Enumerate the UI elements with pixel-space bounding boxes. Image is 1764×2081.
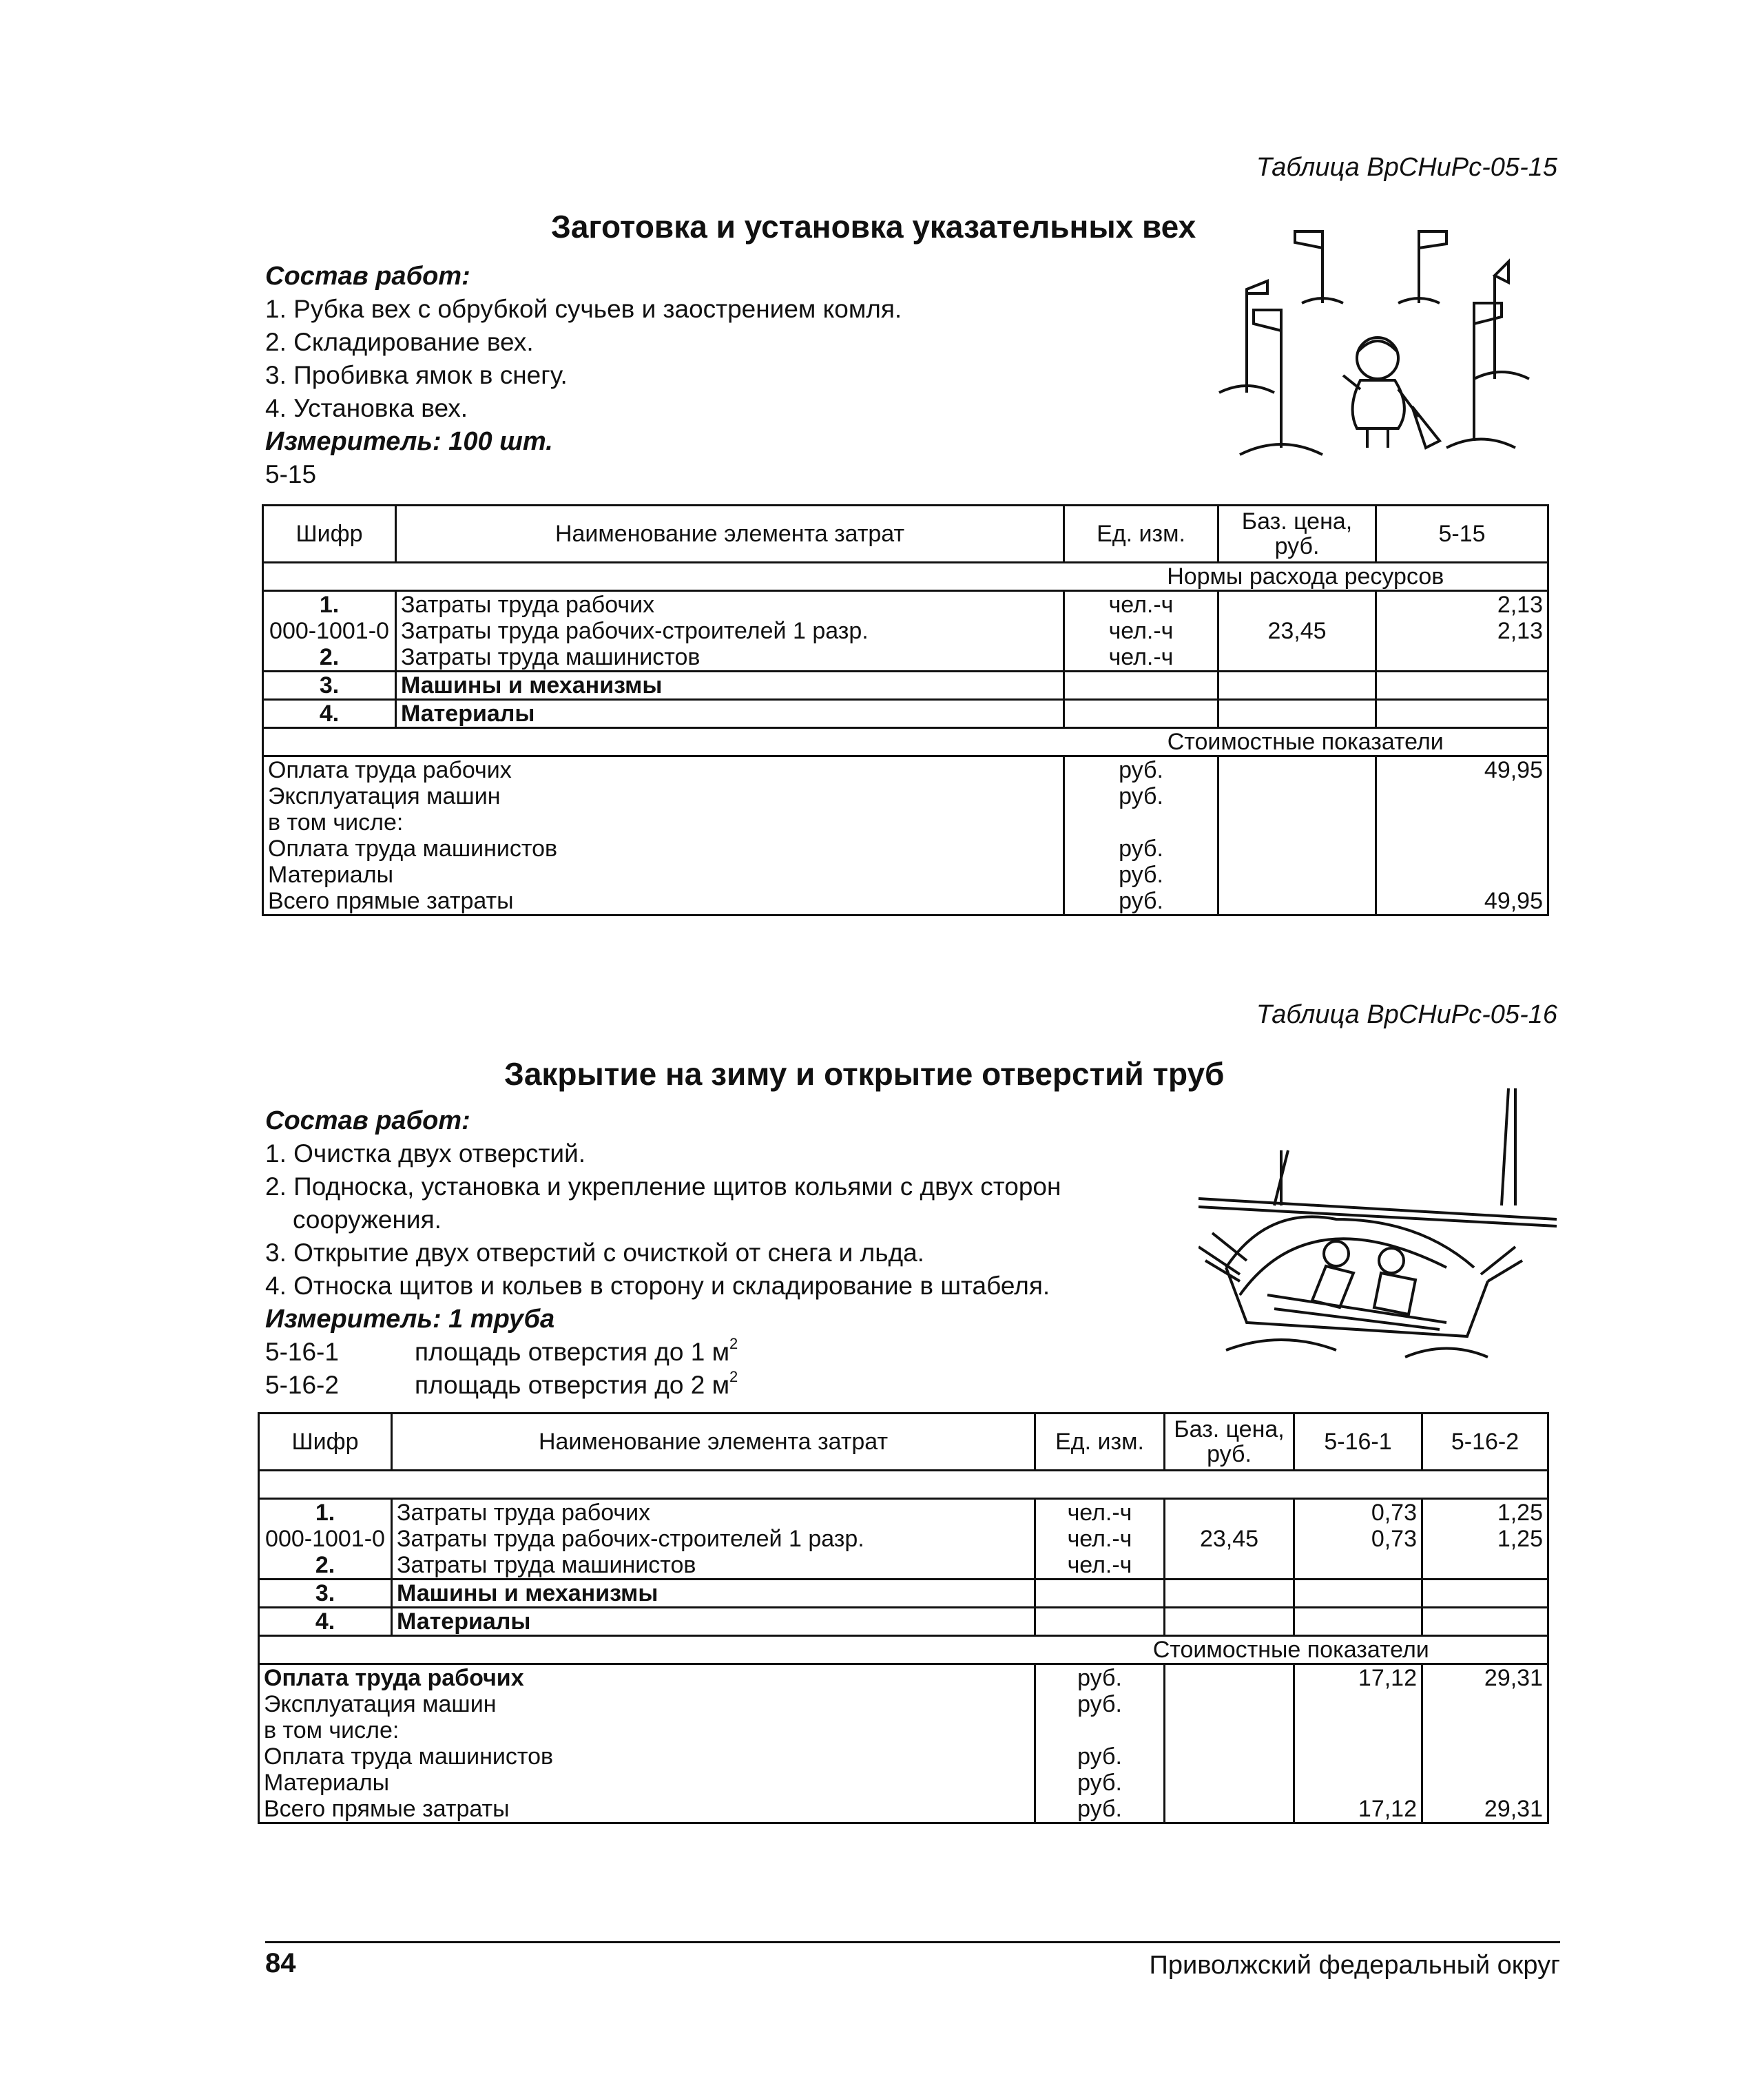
step-line: 1. Рубка вех с обрубкой сучьев и заострением комля. (265, 295, 902, 323)
table-row: Эксплуатация машин руб. (263, 783, 1548, 809)
page-number: 84 (265, 1948, 296, 1978)
header-cell: 5-15 (1376, 506, 1548, 563)
header-cell: Ед. изм. (1035, 1414, 1165, 1471)
table-row: Материалы руб. (259, 1770, 1548, 1796)
header-cell: Наименование элемента затрат (396, 506, 1064, 563)
table-row: 4. Материалы (263, 700, 1548, 728)
step-line: 4. Относка щитов и кольев в сторону и складирование в штабеля. (265, 1272, 1050, 1300)
cost-table-1 (262, 504, 1549, 916)
header-cell: 5-16-1 (1294, 1414, 1422, 1471)
table-row: 2. Затраты труда машинистов чел.-ч (263, 644, 1548, 672)
table-row: 000-1001-0 Затраты труда рабочих-строителей 1 разр. чел.-ч 23,45 0,73 1,25 (259, 1526, 1548, 1552)
code-line: 5-15 (265, 460, 317, 488)
table-row: Оплата труда рабочих руб. 17,12 29,31 (259, 1664, 1548, 1692)
table-row: Всего прямые затраты руб. 49,95 (263, 888, 1548, 915)
cost-table-2 (258, 1412, 1549, 1824)
table-row: Оплата труда рабочих руб. 49,95 (263, 756, 1548, 784)
step-line: 4. Установка вех. (265, 394, 468, 422)
sostav-label-1: Состав работ: (265, 262, 470, 291)
sostav-label-2: Состав работ: (265, 1106, 470, 1135)
norms-label: Нормы расхода ресурсов (1064, 563, 1548, 591)
table-row (263, 728, 1548, 756)
table-row: 1. Затраты труда рабочих чел.-ч 2,13 (263, 591, 1548, 619)
section-title-1: Заготовка и установка указательных вех (551, 209, 1196, 245)
header-cell: 5-16-2 (1422, 1414, 1548, 1471)
header-cell: Наименование элемента затрат (392, 1414, 1035, 1471)
header-cell: Баз. цена, руб. (1165, 1414, 1294, 1471)
signposts-illustration (1199, 220, 1557, 482)
step-line: 2. Подноска, установка и укрепление щитов кольями с двух сторон (265, 1172, 1061, 1201)
table-row: Оплата труда машинистов руб. (259, 1743, 1548, 1770)
table-row (263, 563, 1548, 591)
table-caption-2: Таблица ВрСНиРс-05-16 (1256, 1000, 1557, 1029)
table-header-row (259, 1414, 1548, 1471)
table-row: 3. Машины и механизмы (263, 672, 1548, 700)
table-caption-1: Таблица ВрСНиРс-05-15 (1256, 153, 1557, 182)
header-cell: Шифр (263, 506, 396, 563)
code-line: 5-16-2 площадь отверстия до 2 $м^2$ (265, 1368, 738, 1399)
izmeritel-2: Измеритель: 1 труба (265, 1305, 555, 1334)
table-row: 2. Затраты труда машинистов чел.-ч (259, 1552, 1548, 1580)
code-line: 5-16-1 площадь отверстия до 1 $м^2$ (265, 1335, 738, 1366)
step-line: 3. Открытие двух отверстий с очисткой от снега и льда. (265, 1239, 924, 1267)
table-row: в том числе: (259, 1717, 1548, 1743)
table-row: в том числе: (263, 809, 1548, 836)
step-line: 3. Пробивка ямок в снегу. (265, 361, 568, 389)
header-cell: Баз. цена, руб. (1218, 506, 1376, 563)
table-row (259, 1636, 1548, 1664)
table-row: Всего прямые затраты руб. 17,12 29,31 (259, 1796, 1548, 1823)
table-row: Оплата труда машинистов руб. (263, 836, 1548, 862)
table-row (259, 1471, 1548, 1499)
pipe-opening-illustration (1199, 1088, 1557, 1391)
step-line: 1. Очистка двух отверстий. (265, 1139, 586, 1168)
table-row: 000-1001-0 Затраты труда рабочих-строителей 1 разр. чел.-ч 23,45 2,13 (263, 618, 1548, 644)
table-row: 3. Машины и механизмы (259, 1580, 1548, 1608)
table-row: Материалы руб. (263, 862, 1548, 888)
section-title-2: Закрытие на зиму и открытие отверстий труб (504, 1056, 1225, 1092)
footer-divider (265, 1941, 1560, 1943)
header-cell: Шифр (259, 1414, 392, 1471)
cost-label: Стоимостные показатели (1035, 1636, 1548, 1664)
header-cell: Ед. изм. (1064, 506, 1218, 563)
table-row: 1. Затраты труда рабочих чел.-ч 0,73 1,25 (259, 1499, 1548, 1526)
izmeritel-1: Измеритель: 100 шт. (265, 427, 553, 456)
table-row: Эксплуатация машин руб. (259, 1691, 1548, 1717)
step-line: сооружения. (293, 1205, 442, 1234)
table-row: 4. Материалы (259, 1608, 1548, 1636)
table-header-row (263, 506, 1548, 563)
step-line: 2. Складирование вех. (265, 328, 534, 356)
cost-label: Стоимостные показатели (1064, 728, 1548, 756)
footer-text: Приволжский федеральный округ (1149, 1951, 1560, 1980)
